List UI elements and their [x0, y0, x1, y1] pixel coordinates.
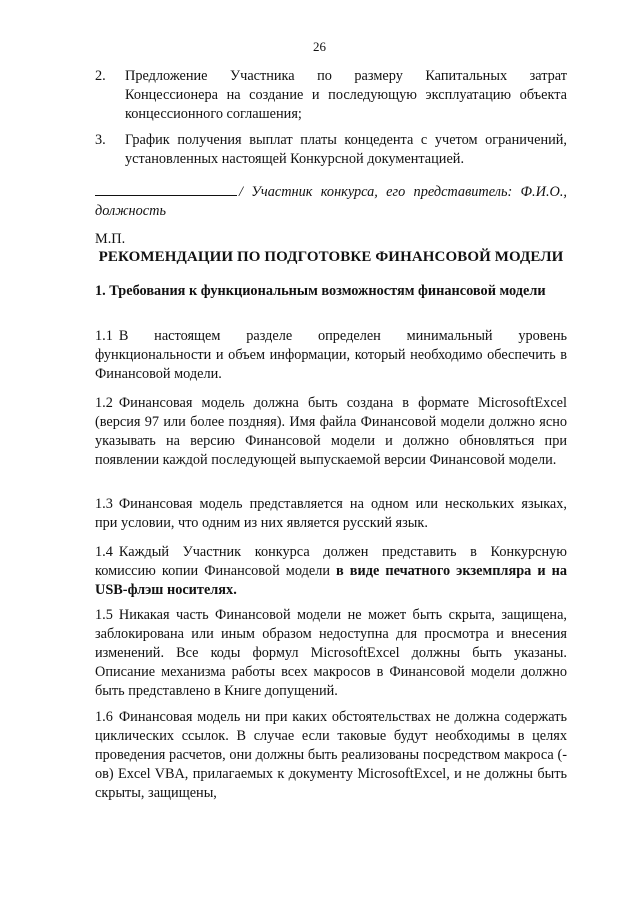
- signature-line: [95, 181, 237, 196]
- paragraph-text: Финансовая модель ни при каких обстоятельствах не должна содержать циклических ссылок. В случае если таковые будут необходимы в целях проведения расчетов, они должны быть реализованы посредством макроса (-ов) Excel VBA, прилагаемых к документу MicrosoftExcel, и не должны быть скрыты, защищены,: [95, 709, 567, 801]
- paragraph-text: Никакая часть Финансовой модели не может быть скрыта, защищена, заблокирована или иным образом недоступна для просмотра и внесения изменений. Все коды формул MicrosoftExcel должны быть указаны. Описание механизма работы всех макросов в Финансовой модели должно быть представлено в Книге допущений.: [95, 607, 567, 699]
- paragraph: [95, 606, 567, 701]
- list-item-text: Предложение Участника по размеру Капитальных затрат Концессионера на создание и последующую эксплуатацию объекта концессионного соглашения;: [125, 68, 567, 122]
- signature-text: / Участник конкурса, его представитель: Ф.И.О., должность: [95, 184, 567, 219]
- document-heading: РЕКОМЕНДАЦИИ ПО ПОДГОТОВКЕ ФИНАНСОВОЙ МОДЕЛИ: [98, 249, 564, 265]
- page-number: 26: [313, 39, 326, 54]
- paragraph-number: 1.1: [95, 328, 113, 344]
- paragraph-text: Финансовая модель должна быть создана в формате MicrosoftExcel (версия 97 или более поздняя). Имя файла Финансовой модели должно ясно указывать на версию Финансовой модели и должно обновляться при появлении каждой последующей выпускаемой версии Финансовой модели.: [95, 395, 567, 468]
- section-title: 1. Требования к функциональным возможностям финансовой модели: [95, 283, 546, 299]
- list-item: [95, 67, 567, 124]
- stamp-placeholder: М.П.: [95, 231, 126, 247]
- signature-block: [95, 181, 567, 221]
- list-item-number: 3.: [95, 132, 106, 148]
- paragraph: [95, 327, 567, 384]
- paragraph-text: Финансовая модель представляется на одном или нескольких языках, при условии, что одним из них является русский язык.: [95, 496, 567, 531]
- list-item-number: 2.: [95, 68, 106, 84]
- paragraph-text: Каждый Участник конкурса должен представить в Конкурсную комиссию копии Финансовой модели: [95, 544, 567, 579]
- list-item-text: График получения выплат платы концедента с учетом ограничений, установленных настоящей Конкурсной документацией.: [125, 132, 567, 167]
- paragraph-number: 1.3: [95, 496, 113, 512]
- paragraph-number: 1.6: [95, 709, 113, 725]
- paragraph-number: 1.2: [95, 395, 113, 411]
- paragraph: [95, 394, 567, 470]
- paragraph: [95, 495, 567, 533]
- paragraph-bold-text: в виде печатного экземпляра и на USB-флэш носителях.: [95, 563, 567, 598]
- list-item: [95, 131, 567, 169]
- paragraph-number: 1.4: [95, 544, 113, 560]
- paragraph: [95, 543, 567, 600]
- paragraph-number: 1.5: [95, 607, 113, 623]
- paragraph-text: В настоящем разделе определен минимальный уровень функциональности и объем информации, который необходимо обеспечить в Финансовой модели.: [95, 328, 567, 382]
- paragraph: [95, 708, 567, 803]
